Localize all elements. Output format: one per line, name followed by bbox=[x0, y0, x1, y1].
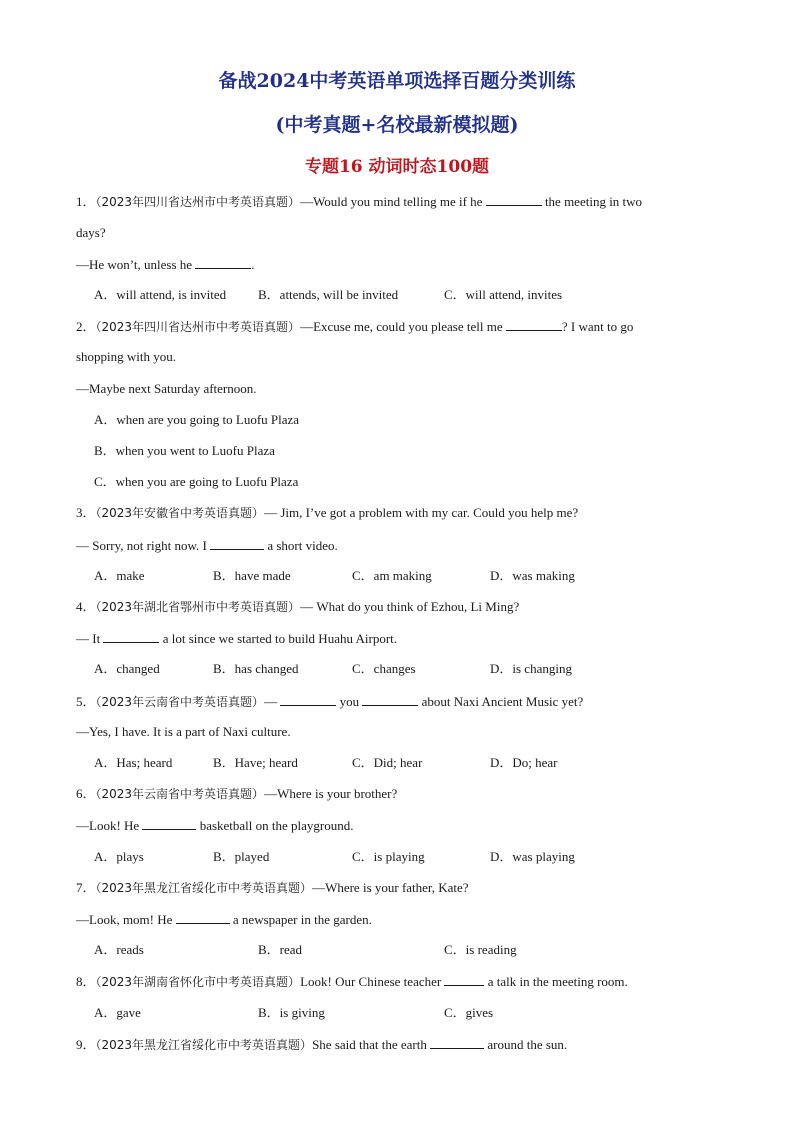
question-3-response bbox=[76, 537, 338, 554]
document-subtitle: (中考真题+名校最新模拟题) bbox=[275, 114, 519, 136]
question-number: 6． bbox=[76, 786, 96, 801]
question-4 bbox=[76, 599, 519, 615]
answer-blank bbox=[444, 973, 484, 986]
question-source: （2023年四川省达州市中考英语真题） bbox=[95, 195, 301, 209]
document-title: 备战2024中考英语单项选择百题分类训练 bbox=[218, 70, 576, 92]
option-c: C．will attend, invites bbox=[444, 287, 563, 302]
question-text: about Naxi Ancient Music yet? bbox=[418, 694, 584, 709]
question-source: （2023年湖北省鄂州市中考英语真题） bbox=[95, 600, 301, 614]
question-9 bbox=[76, 1036, 567, 1053]
option-a: A．changed bbox=[94, 661, 160, 676]
option-b: B．when you went to Luofu Plaza bbox=[94, 443, 275, 458]
option-c: C．am making bbox=[352, 568, 432, 583]
option-c: C．when you are going to Luofu Plaza bbox=[94, 474, 299, 489]
question-number: 9． bbox=[76, 1037, 96, 1052]
question-text: —Where is your father, Kate? bbox=[312, 880, 469, 895]
answer-blank bbox=[486, 193, 542, 206]
answer-blank bbox=[280, 693, 336, 706]
question-source: （2023年湖南省怀化市中考英语真题） bbox=[95, 975, 301, 989]
question-text: ? I want to go bbox=[561, 319, 634, 334]
option-d: D．Do; hear bbox=[490, 755, 558, 770]
question-source: （2023年安徽省中考英语真题） bbox=[95, 506, 265, 520]
question-source: （2023年四川省达州市中考英语真题） bbox=[95, 320, 301, 334]
question-text: a talk in the meeting room. bbox=[484, 974, 628, 989]
question-source: （2023年云南省中考英语真题） bbox=[95, 695, 265, 709]
option-b: B．played bbox=[213, 849, 270, 864]
response-text: —Look! He bbox=[76, 818, 143, 833]
question-number: 5． bbox=[76, 694, 96, 709]
answer-blank bbox=[176, 911, 230, 924]
question-number: 8． bbox=[76, 974, 96, 989]
question-2 bbox=[76, 318, 633, 335]
response-text: — Sorry, not right now. I bbox=[76, 538, 211, 553]
question-number: 4． bbox=[76, 599, 96, 614]
option-a: A．when are you going to Luofu Plaza bbox=[94, 412, 300, 427]
question-text: around the sun. bbox=[484, 1037, 568, 1052]
option-a: A．gave bbox=[94, 1005, 141, 1020]
question-number: 3． bbox=[76, 505, 96, 520]
option-b: B．attends, will be invited bbox=[258, 287, 399, 302]
answer-blank bbox=[506, 318, 562, 331]
question-number: 7． bbox=[76, 880, 96, 895]
question-text: —Where is your brother? bbox=[264, 786, 398, 801]
question-7-response bbox=[76, 911, 372, 928]
question-3 bbox=[76, 505, 578, 521]
answer-blank bbox=[142, 817, 196, 830]
option-b: B．read bbox=[258, 942, 303, 957]
answer-blank bbox=[103, 630, 159, 643]
question-5-response: —Yes, I have. It is a part of Naxi culture. bbox=[76, 724, 291, 739]
response-text: —He won’t, unless he bbox=[76, 257, 196, 272]
question-6 bbox=[76, 786, 397, 802]
question-1 bbox=[76, 193, 642, 210]
question-text: you bbox=[336, 694, 363, 709]
response-text: — It bbox=[76, 631, 104, 646]
response-text: . bbox=[251, 257, 255, 272]
option-b: B．Have; heard bbox=[213, 755, 298, 770]
question-text: —Excuse me, could you please tell me bbox=[300, 319, 506, 334]
response-text: —Look, mom! He bbox=[76, 912, 176, 927]
option-a: A．plays bbox=[94, 849, 144, 864]
question-2-response: —Maybe next Saturday afternoon. bbox=[76, 381, 257, 396]
option-a: A．will attend, is invited bbox=[94, 287, 227, 302]
option-a: A．make bbox=[94, 568, 145, 583]
question-number: 2． bbox=[76, 319, 96, 334]
question-text: — Jim, I’ve got a problem with my car. Could you help me? bbox=[264, 505, 579, 520]
option-c: C．changes bbox=[352, 661, 416, 676]
question-number: 1． bbox=[76, 194, 96, 209]
option-a: A．Has; heard bbox=[94, 755, 173, 770]
question-5 bbox=[76, 693, 583, 710]
response-text: a newspaper in the garden. bbox=[229, 912, 372, 927]
question-1-line2: days? bbox=[76, 225, 106, 240]
question-text: the meeting in two bbox=[541, 194, 643, 209]
option-d: D．was playing bbox=[490, 849, 575, 864]
option-c: C．Did; hear bbox=[352, 755, 423, 770]
option-c: C．gives bbox=[444, 1005, 494, 1020]
option-b: B．is giving bbox=[258, 1005, 325, 1020]
question-text: — What do you think of Ezhou, Li Ming? bbox=[300, 599, 520, 614]
question-4-response bbox=[76, 630, 397, 647]
question-text: Look! Our Chinese teacher bbox=[300, 974, 445, 989]
answer-blank bbox=[362, 693, 418, 706]
question-source: （2023年云南省中考英语真题） bbox=[95, 787, 265, 801]
option-d: D．was making bbox=[490, 568, 575, 583]
answer-blank bbox=[430, 1036, 484, 1049]
question-text: — bbox=[264, 694, 281, 709]
option-d: D．is changing bbox=[490, 661, 572, 676]
option-b: B．have made bbox=[213, 568, 291, 583]
option-b: B．has changed bbox=[213, 661, 299, 676]
question-6-response bbox=[76, 817, 354, 834]
response-text: a lot since we started to build Huahu Airport. bbox=[159, 631, 398, 646]
response-text: a short video. bbox=[264, 538, 338, 553]
question-2-line2: shopping with you. bbox=[76, 349, 177, 364]
question-source: （2023年黑龙江省绥化市中考英语真题） bbox=[95, 881, 313, 895]
answer-blank bbox=[195, 256, 251, 269]
question-7 bbox=[76, 880, 469, 896]
response-text: basketball on the playground. bbox=[196, 818, 354, 833]
question-source: （2023年黑龙江省绥化市中考英语真题） bbox=[95, 1038, 313, 1052]
topic-heading: 专题16 动词时态100题 bbox=[304, 157, 490, 177]
question-text: —Would you mind telling me if he bbox=[300, 194, 486, 209]
option-c: C．is reading bbox=[444, 942, 517, 957]
answer-blank bbox=[210, 537, 264, 550]
question-1-response bbox=[76, 256, 255, 273]
question-8 bbox=[76, 973, 628, 990]
option-a: A．reads bbox=[94, 942, 144, 957]
question-text: She said that the earth bbox=[312, 1037, 431, 1052]
option-c: C．is playing bbox=[352, 849, 425, 864]
